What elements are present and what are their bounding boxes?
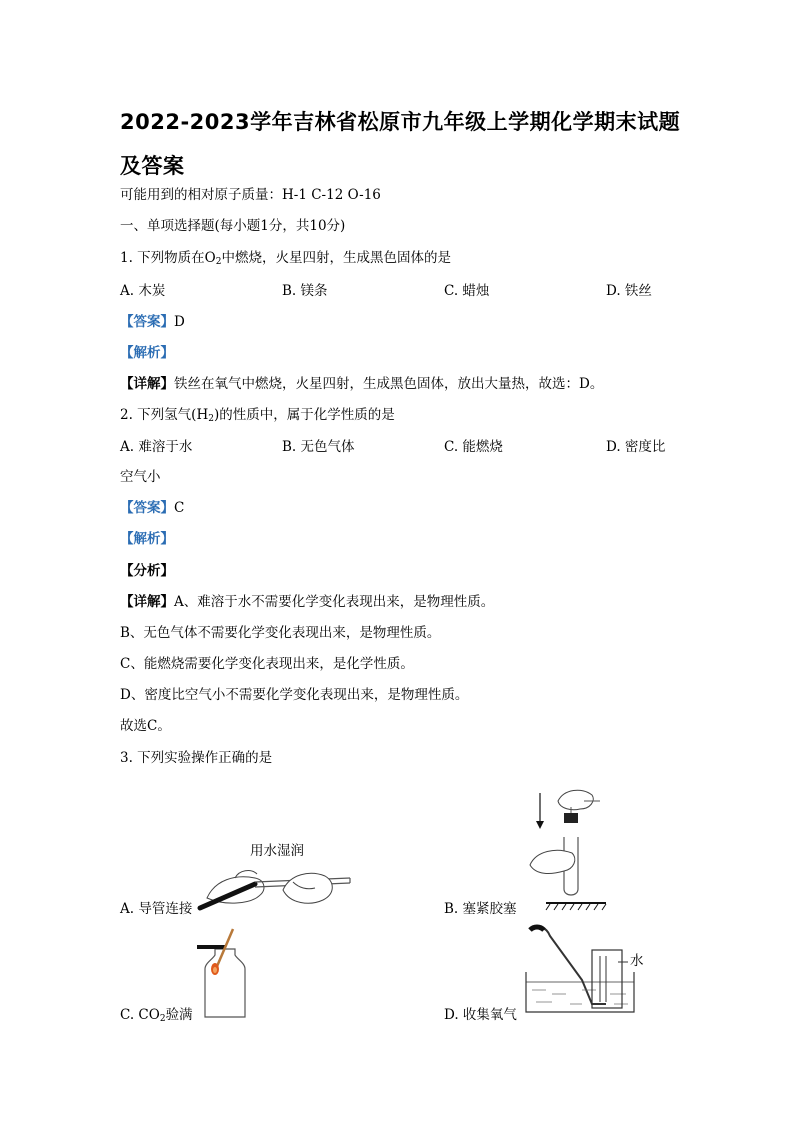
q2-stem: 2. 下列氢气$(H_2)$的性质中，属于化学性质的是: [120, 407, 395, 424]
figure-c-co2-check: [195, 925, 255, 1020]
section-header: 一、单项选择题(每小题1分，共10分): [120, 218, 346, 234]
q2-detail-line: D、密度比空气小不需要化学变化表现出来，是物理性质。: [120, 687, 469, 703]
q2-option-d-continued: 空气小: [120, 469, 161, 485]
q1-option-b: B. 镁条: [282, 283, 328, 299]
q1-answer: 【答案】D: [120, 314, 185, 330]
q2-answer: 【答案】C: [120, 500, 185, 516]
q2-option-a: A. 难溶于水: [120, 439, 193, 455]
figure-c-label: C. $CO_2$验满: [120, 1007, 193, 1024]
figure-a-tube-connection: [195, 860, 360, 920]
q1-detail: 【详解】铁丝在氧气中燃烧，火星四射，生成黑色固体，放出大量热，故选：D。: [120, 376, 604, 392]
q1-option-c: C. 蜡烛: [444, 283, 490, 299]
figure-a-label: A. 导管连接: [120, 901, 193, 917]
q3-stem: 3. 下列实验操作正确的是: [120, 750, 273, 766]
figure-d-water-label: 水: [630, 953, 644, 969]
q1-option-a: A. 木炭: [120, 283, 166, 299]
q2-option-d: D. 密度比: [606, 439, 666, 455]
figure-b-stopper: [520, 785, 610, 915]
q2-detail-line: 【详解】A、难溶于水不需要化学变化表现出来，是物理性质。: [120, 594, 495, 610]
q1-option-d: D. 铁丝: [606, 283, 652, 299]
figure-b-label: B. 塞紧胶塞: [444, 901, 517, 917]
q1-analysis-tag: 【解析】: [120, 345, 174, 361]
page-title: 2022-2023学年吉林省松原市九年级上学期化学期末试题及答案: [120, 110, 681, 178]
q2-fenxi-tag: 【分析】: [120, 563, 174, 579]
figure-a-note: 用水湿润: [250, 843, 304, 859]
figure-d-label: D. 收集氧气: [444, 1007, 517, 1023]
q2-option-c: C. 能燃烧: [444, 439, 503, 455]
q2-option-b: B. 无色气体: [282, 439, 355, 455]
atomic-mass-line: 可能用到的相对原子质量：H-1 C-12 O-16: [120, 187, 381, 203]
q2-detail-line: C、能燃烧需要化学变化表现出来，是化学性质。: [120, 656, 414, 672]
figure-d-oxygen-collection: [522, 920, 647, 1015]
q2-analysis-tag: 【解析】: [120, 531, 174, 547]
q1-stem: 1. 下列物质在$O_2$中燃烧，火星四射，生成黑色固体的是: [120, 250, 451, 267]
q2-detail-line: B、无色气体不需要化学变化表现出来，是物理性质。: [120, 625, 441, 641]
q2-detail-line: 故选C。: [120, 718, 171, 734]
